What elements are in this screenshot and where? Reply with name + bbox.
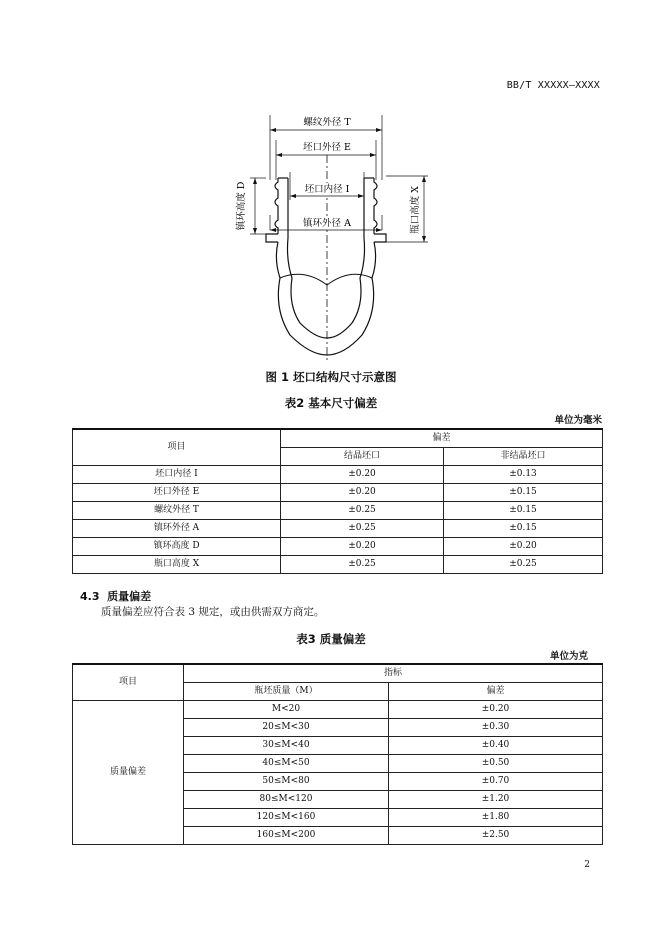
table-row xyxy=(73,538,603,556)
table-row xyxy=(73,556,603,574)
thread-outer-label: 螺纹外径 T xyxy=(303,117,351,128)
deviation-cell: ±2.50 xyxy=(389,827,603,845)
table2-caption: 表2 基本尺寸偏差 xyxy=(284,396,378,410)
finish-inner-label: 坯口内径 I xyxy=(304,184,350,195)
table3-unit: 单位为克 xyxy=(549,651,588,662)
deviation-cell: ±0.25 xyxy=(281,502,444,520)
deviation-cell: ±0.50 xyxy=(389,755,603,773)
deviation-cell: ±0.20 xyxy=(281,466,444,484)
deviation-cell: ±0.15 xyxy=(444,484,603,502)
deviation-cell: ±0.15 xyxy=(444,520,603,538)
table2-header-noncrystal: 非结晶坯口 xyxy=(444,448,603,466)
mass-deviation-label: 质量偏差 xyxy=(73,701,184,845)
table3-header-indicator: 指标 xyxy=(184,664,603,683)
mass-range-cell: 120≤M<160 xyxy=(184,809,389,827)
mass-range-cell: 80≤M<120 xyxy=(184,791,389,809)
ring-outer-label: 镇环外径 A xyxy=(303,218,351,229)
deviation-cell: ±0.25 xyxy=(444,556,603,574)
table-row xyxy=(73,502,603,520)
deviation-cell: ±0.30 xyxy=(389,719,603,737)
mass-range-cell: M<20 xyxy=(184,701,389,719)
table2-unit: 单位为毫米 xyxy=(554,415,602,426)
section-number: 4.3 xyxy=(80,590,100,603)
section-heading xyxy=(80,588,151,604)
mass-range-cell: 50≤M<80 xyxy=(184,773,389,791)
row-label: 螺纹外径 T xyxy=(73,502,281,520)
section-paragraph: 质量偏差应符合表 3 规定，或由供需双方商定。 xyxy=(101,606,325,618)
preform-neck-diagram xyxy=(200,110,470,365)
deviation-cell: ±0.25 xyxy=(281,556,444,574)
table-row xyxy=(73,701,603,719)
deviation-cell: ±0.40 xyxy=(389,737,603,755)
table-row xyxy=(73,484,603,502)
section-title: 质量偏差 xyxy=(107,590,152,603)
table2-header-deviation: 偏差 xyxy=(281,429,603,448)
deviation-cell: ±1.20 xyxy=(389,791,603,809)
table3-header-deviation: 偏差 xyxy=(389,683,603,701)
table2-header-crystal: 结晶坯口 xyxy=(281,448,444,466)
deviation-cell: ±0.25 xyxy=(281,520,444,538)
deviation-cell: ±0.13 xyxy=(444,466,603,484)
table3-header-mass: 瓶坯质量（M） xyxy=(184,683,389,701)
diagram-svg xyxy=(200,110,470,365)
mass-range-cell: 20≤M<30 xyxy=(184,719,389,737)
deviation-cell: ±0.20 xyxy=(281,484,444,502)
row-label: 瓶口高度 X xyxy=(73,556,281,574)
deviation-cell: ±0.20 xyxy=(281,538,444,556)
deviation-cell: ±0.20 xyxy=(444,538,603,556)
mass-range-cell: 40≤M<50 xyxy=(184,755,389,773)
mass-range-cell: 160≤M<200 xyxy=(184,827,389,845)
deviation-cell: ±0.70 xyxy=(389,773,603,791)
deviation-cell: ±0.15 xyxy=(444,502,603,520)
row-label: 镇环外径 A xyxy=(73,520,281,538)
table3-header-item: 项目 xyxy=(73,664,184,701)
table-row xyxy=(73,520,603,538)
mass-deviation-table xyxy=(72,663,603,845)
finish-outer-label: 坯口外径 E xyxy=(303,142,351,153)
deviation-cell: ±0.20 xyxy=(389,701,603,719)
row-label: 坯口内径 I xyxy=(73,466,281,484)
document-code: BB/T XXXXX—XXXX xyxy=(506,80,600,91)
row-label: 坯口外径 E xyxy=(73,484,281,502)
figure-caption: 图 1 坯口结构尺寸示意图 xyxy=(265,370,397,384)
table2-header-item: 项目 xyxy=(73,429,281,466)
mass-range-cell: 30≤M<40 xyxy=(184,737,389,755)
page-number: 2 xyxy=(584,860,590,870)
neck-height-label: 瓶口高度 X xyxy=(410,186,421,234)
ring-height-label: 镇环高度 D xyxy=(236,181,247,231)
table-row xyxy=(73,466,603,484)
table3-caption: 表3 质量偏差 xyxy=(296,632,366,646)
deviation-cell: ±1.80 xyxy=(389,809,603,827)
row-label: 镇环高度 D xyxy=(73,538,281,556)
basic-dimension-deviation-table xyxy=(72,428,603,574)
